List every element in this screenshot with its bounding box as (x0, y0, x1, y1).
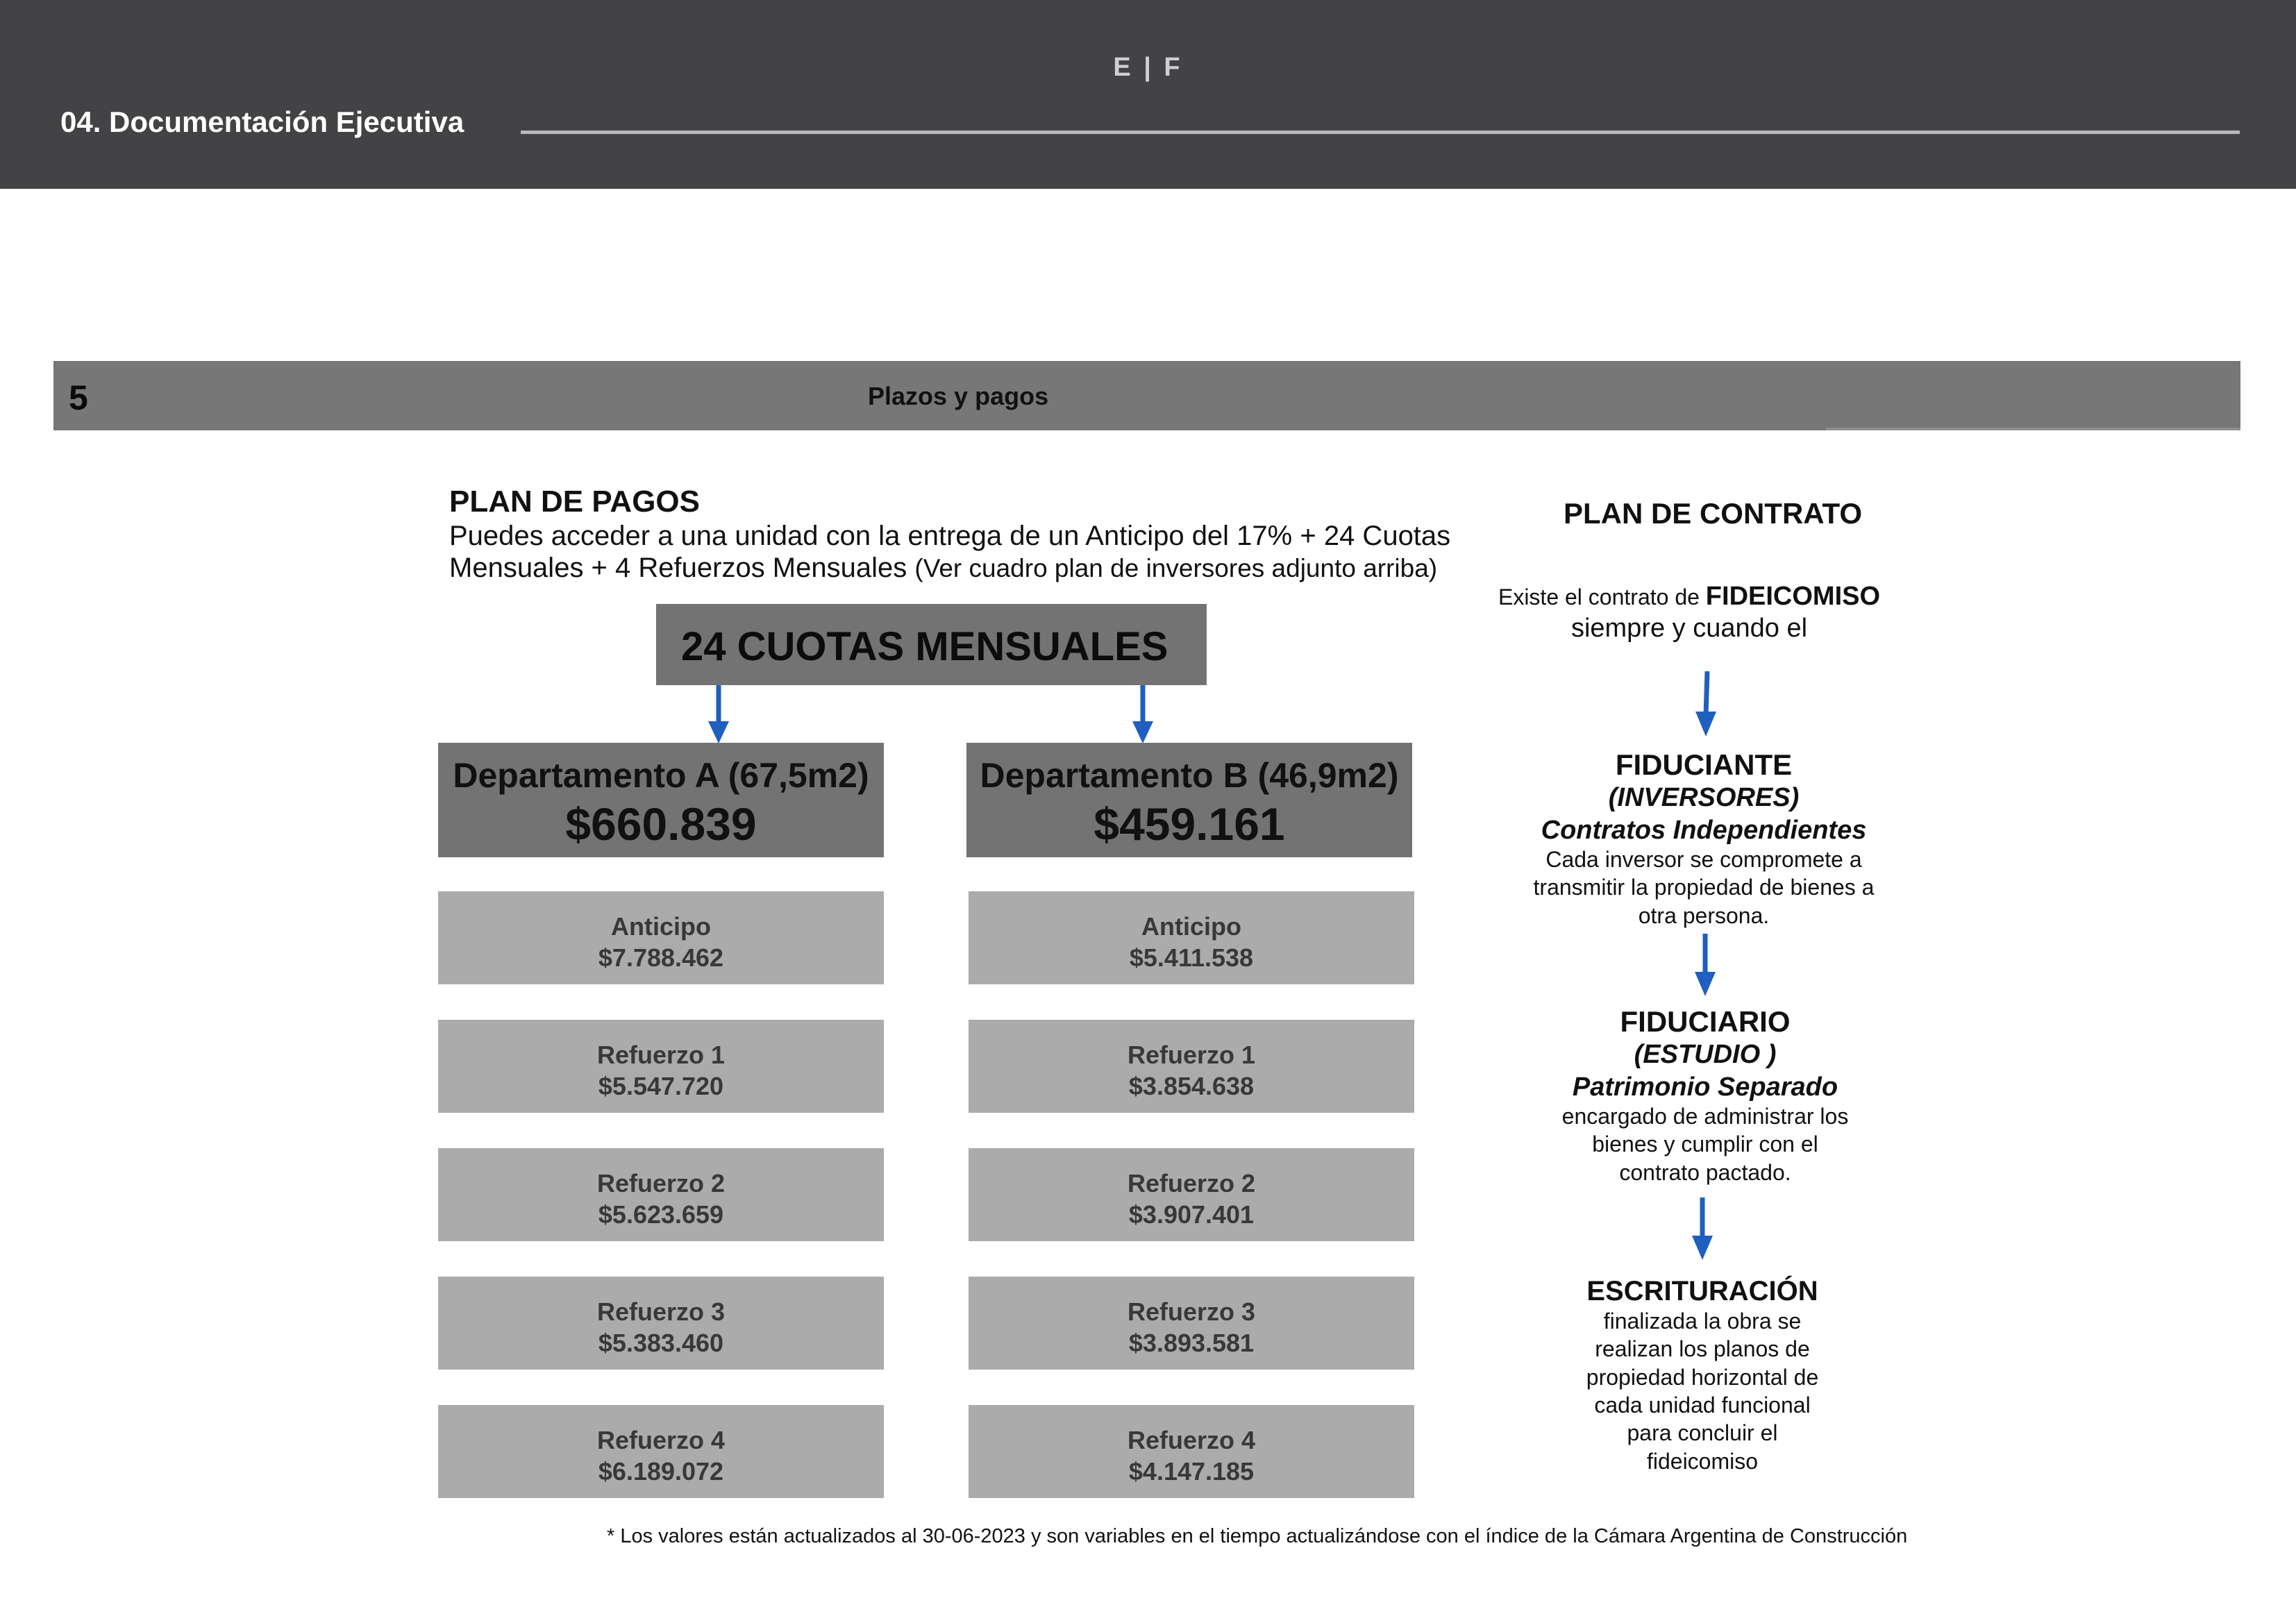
fiduciante-line: Cada inversor se compromete a (1545, 847, 1862, 872)
fiduciante-role: (INVERSORES) (1608, 783, 1800, 812)
fiduciario-line: bienes y cumplir con el (1592, 1132, 1818, 1157)
escrituracion-line: fideicomiso (1646, 1448, 1759, 1474)
plan-contrato-title (1484, 497, 1942, 530)
payment-value: $5.383.460 (598, 1329, 724, 1357)
arrow-down-icon (1125, 685, 1160, 744)
payment-box (969, 891, 1414, 984)
plan-pagos-title: PLAN DE PAGOS (449, 485, 701, 519)
department-b-card (966, 743, 1412, 857)
payment-label: Refuerzo 1 (596, 1041, 726, 1069)
fiduciante-block (1475, 748, 1933, 930)
payment-value: $3.893.581 (1128, 1329, 1255, 1357)
payment-value: $5.623.659 (598, 1200, 724, 1229)
payment-label: Refuerzo 3 (1127, 1297, 1256, 1326)
escrituracion-block (1473, 1276, 1932, 1475)
escrituracion-line: finalizada la obra se (1603, 1309, 1802, 1334)
fiduciante-line: transmitir la propiedad de bienes a (1533, 875, 1875, 900)
payment-box (438, 1405, 884, 1498)
payment-box (438, 891, 884, 984)
document-title: 04. Documentación Ejecutiva (60, 106, 464, 138)
payment-box (969, 1148, 1414, 1241)
payment-value: $6.189.072 (598, 1457, 724, 1486)
fiduciario-subtitle: Patrimonio Separado (1572, 1073, 1838, 1102)
payment-box (438, 1020, 884, 1113)
payment-value: $3.907.401 (1128, 1200, 1255, 1229)
escrituracion-line: para concluir el (1627, 1420, 1778, 1446)
payment-label: Refuerzo 1 (1127, 1041, 1256, 1069)
payment-label: Anticipo (1141, 912, 1241, 941)
payment-label: Refuerzo 2 (1127, 1169, 1256, 1197)
escrituracion-line: realizan los planos de (1595, 1336, 1810, 1362)
payment-value: $4.147.185 (1128, 1457, 1255, 1486)
footnote: * Los valores están actualizados al 30-06-2023 y son variables en el tiempo actualizándose con el índice de la Cámara Argentina de Construcción (607, 1525, 1908, 1547)
header-divider (521, 131, 2240, 134)
section-number: 5 (69, 378, 88, 417)
section-bar-shade (1825, 428, 2240, 430)
department-name: Departamento B (46,9m2) (980, 756, 1399, 795)
arrow-down-icon (1689, 671, 1723, 737)
fiduciante-subtitle: Contratos Independientes (1541, 816, 1867, 845)
fiduciante-line: otra persona. (1638, 902, 1770, 928)
plan-contrato-intro-line-2: siempre y cuando el (1570, 614, 1808, 643)
section-bar (53, 361, 2240, 430)
plan-contrato-heading: PLAN DE CONTRATO (1563, 497, 1863, 530)
fiduciario-title: FIDUCIARIO (1620, 1005, 1791, 1038)
arrow-down-icon (701, 685, 736, 744)
arrow-down-icon (1688, 934, 1723, 998)
intro-bold: FIDEICOMISO (1705, 582, 1881, 611)
department-name: Departamento A (67,5m2) (453, 756, 869, 795)
fiduciario-line: encargado de administrar los (1561, 1104, 1849, 1129)
payment-box (438, 1148, 884, 1241)
payment-value: $3.854.638 (1128, 1072, 1255, 1100)
brand-logo: E | F (1113, 53, 1183, 82)
payment-box (969, 1277, 1414, 1370)
plan-pagos-line-2 (449, 553, 1437, 584)
page-header (0, 0, 2296, 189)
department-price: $459.161 (1093, 798, 1285, 850)
fiduciario-role: (ESTUDIO ) (1634, 1040, 1777, 1069)
plan-pagos-line-1: Puedes acceder a una unidad con la entrega de un Anticipo del 17% + 24 Cuotas (449, 521, 1451, 551)
payment-value: $5.411.538 (1129, 943, 1254, 972)
plan-contrato-intro (1460, 582, 1918, 612)
fiduciario-line: contrato pactado. (1619, 1159, 1791, 1185)
cuotas-label: 24 CUOTAS MENSUALES (681, 624, 1168, 669)
payment-label: Refuerzo 3 (596, 1297, 726, 1326)
fiduciante-title: FIDUCIANTE (1615, 748, 1793, 781)
payment-value: $5.547.720 (598, 1072, 724, 1100)
payment-label: Refuerzo 4 (1127, 1426, 1256, 1454)
payment-box (438, 1277, 884, 1370)
plan-pagos-note: (Ver cuadro plan de inversores adjunto arriba) (914, 554, 1438, 582)
section-title: Plazos y pagos (868, 382, 1049, 410)
escrituracion-line: cada unidad funcional (1594, 1392, 1811, 1418)
intro-text: Existe el contrato de (1498, 585, 1700, 609)
payment-label: Refuerzo 2 (596, 1169, 726, 1197)
payment-label: Anticipo (611, 912, 711, 941)
plan-pagos-line-2-main: Mensuales + 4 Refuerzos Mensuales (449, 553, 907, 583)
fiduciario-block (1476, 1005, 1934, 1186)
department-price: $660.839 (565, 798, 757, 850)
payment-box (969, 1020, 1414, 1113)
escrituracion-line: propiedad horizontal de (1586, 1364, 1819, 1390)
payment-label: Refuerzo 4 (596, 1426, 726, 1454)
cuotas-box (656, 604, 1207, 685)
escrituracion-title: ESCRITURACIÓN (1586, 1276, 1818, 1306)
payment-box (969, 1405, 1414, 1498)
payment-value: $7.788.462 (598, 943, 724, 972)
department-a-card (438, 743, 884, 857)
arrow-down-icon (1685, 1197, 1720, 1261)
